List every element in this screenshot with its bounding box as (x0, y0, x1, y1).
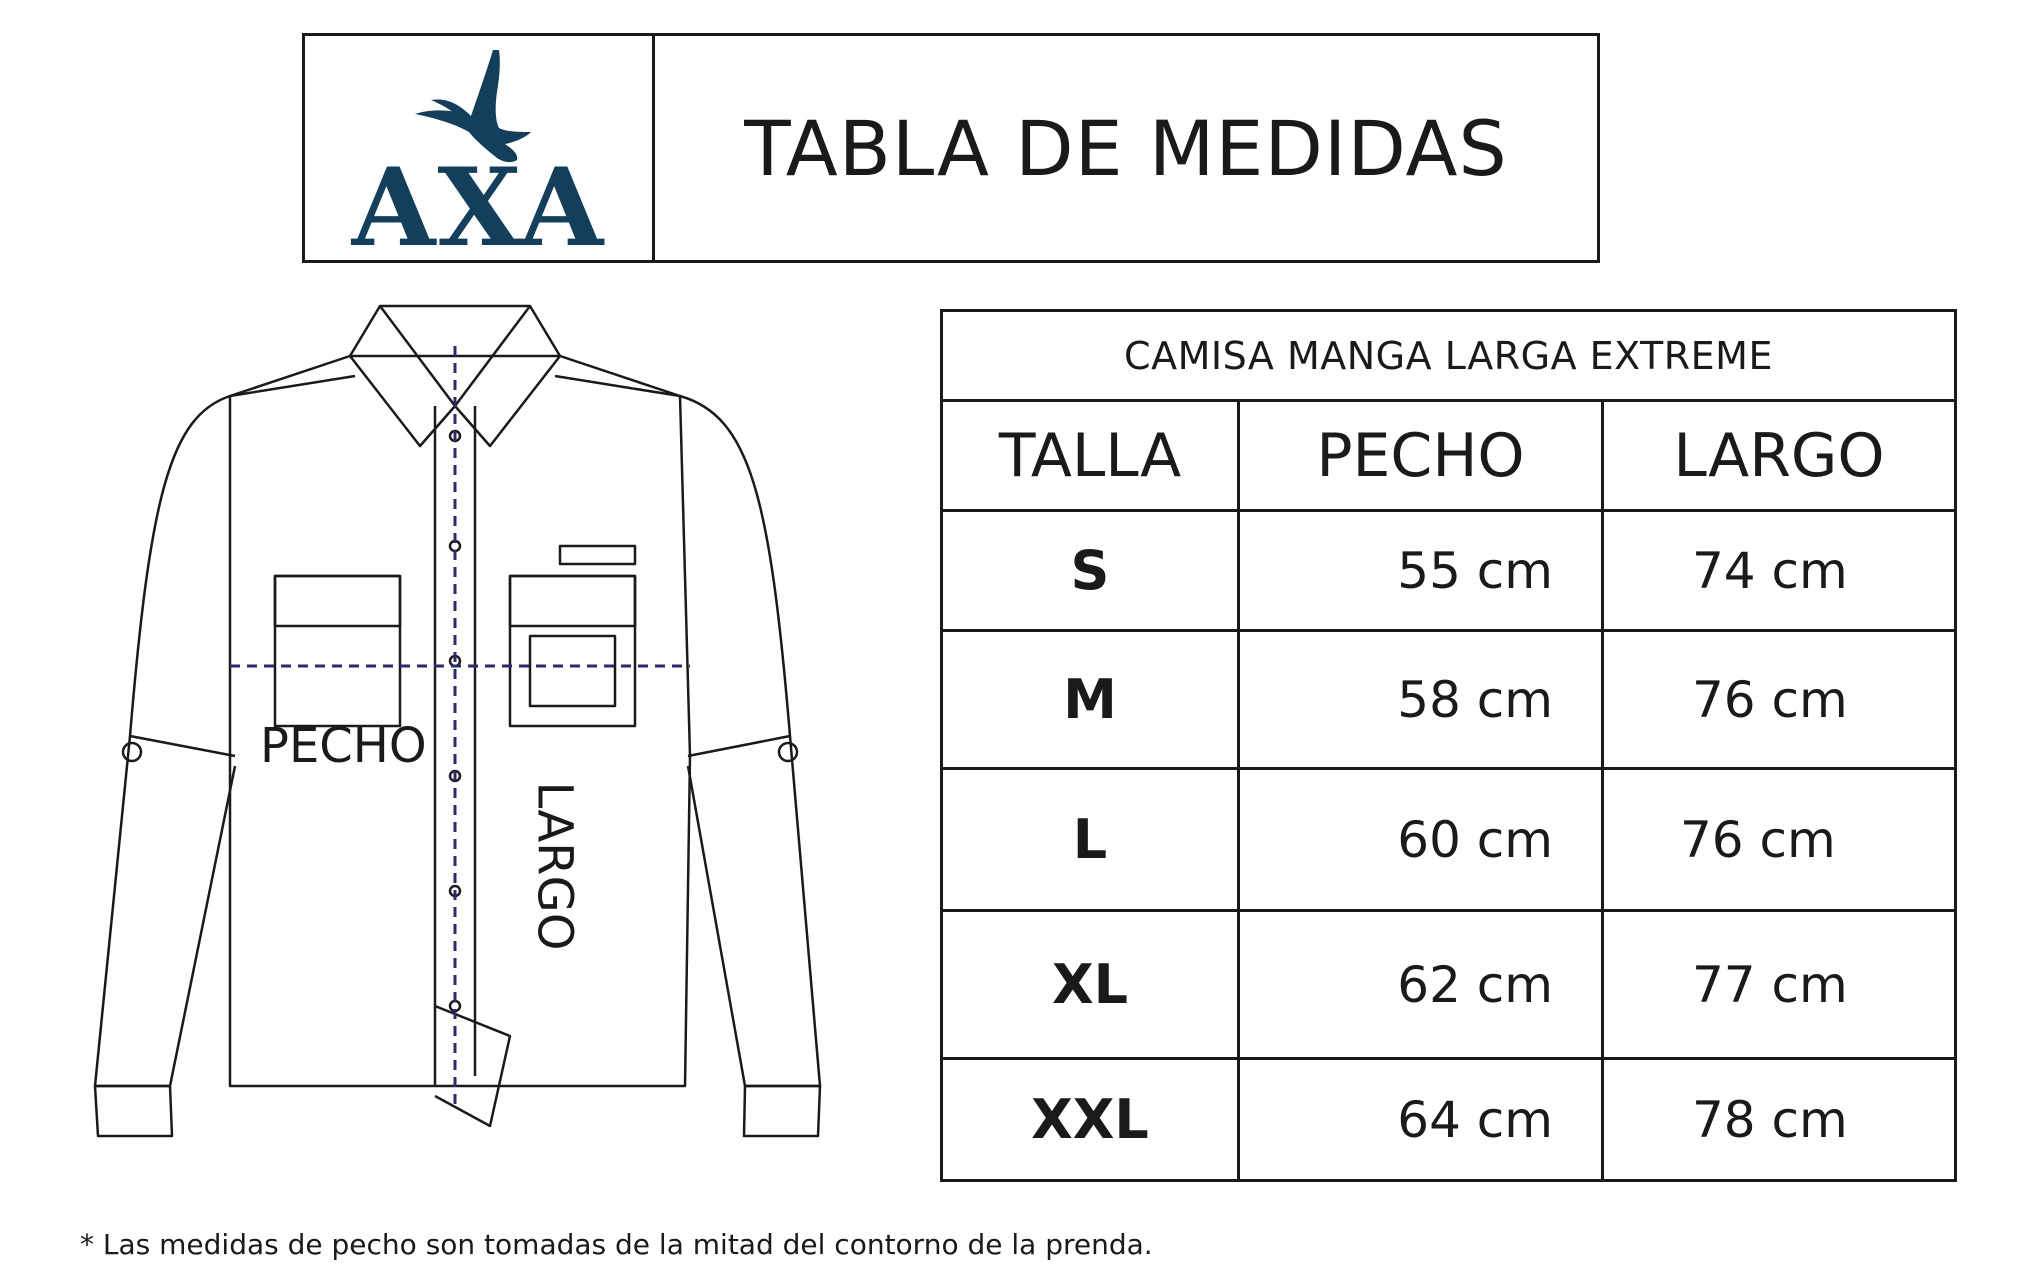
size-cell: M (943, 632, 1240, 767)
table-row (943, 632, 1954, 770)
footnote: * Las medidas de pecho son tomadas de la mitad del contorno de la prenda. (80, 1228, 1153, 1261)
right-sleeve-band (688, 736, 790, 756)
chest-cell: 64 cm (1240, 1060, 1604, 1179)
table-header-row (943, 402, 1954, 512)
header-talla: TALLA (943, 402, 1240, 509)
right-sleeve (680, 396, 820, 1086)
length-label: LARGO (526, 781, 583, 951)
size-cell: XL (943, 912, 1240, 1057)
chest-cell: 55 cm (1240, 512, 1604, 629)
chest-cell: 60 cm (1240, 770, 1604, 909)
size-cell: XXL (943, 1060, 1240, 1179)
length-cell: 76 cm (1680, 810, 1836, 869)
table-row (943, 1060, 1954, 1179)
table-row (943, 912, 1954, 1060)
size-cell: L (943, 770, 1240, 909)
brand-logo (305, 36, 655, 271)
left-pocket (275, 576, 400, 726)
header (302, 33, 1600, 271)
left-cuff (95, 1086, 172, 1136)
chest-label: PECHO (260, 718, 427, 774)
right-cuff (744, 1086, 820, 1136)
left-sleeve (95, 396, 235, 1086)
header-pecho: PECHO (1240, 402, 1604, 509)
size-table (940, 309, 1957, 1182)
brand-name: AXA (351, 145, 606, 271)
header-largo: LARGO (1673, 420, 1885, 491)
length-cell: 77 cm (1692, 955, 1848, 1014)
left-sleeve-band (130, 736, 235, 756)
shirt-diagram (90, 296, 830, 1146)
length-cell: 78 cm (1692, 1090, 1848, 1149)
length-cell: 74 cm (1692, 541, 1848, 600)
title-cell (655, 36, 1597, 260)
table-caption: CAMISA MANGA LARGA EXTREME (943, 312, 1954, 402)
chest-cell: 62 cm (1240, 912, 1604, 1057)
collar (350, 306, 560, 446)
table-row (943, 770, 1954, 912)
length-cell: 76 cm (1692, 670, 1848, 729)
chest-cell: 58 cm (1240, 632, 1604, 767)
size-cell: S (943, 512, 1240, 629)
table-row (943, 512, 1954, 632)
page-title: TABLA DE MEDIDAS (744, 103, 1508, 193)
